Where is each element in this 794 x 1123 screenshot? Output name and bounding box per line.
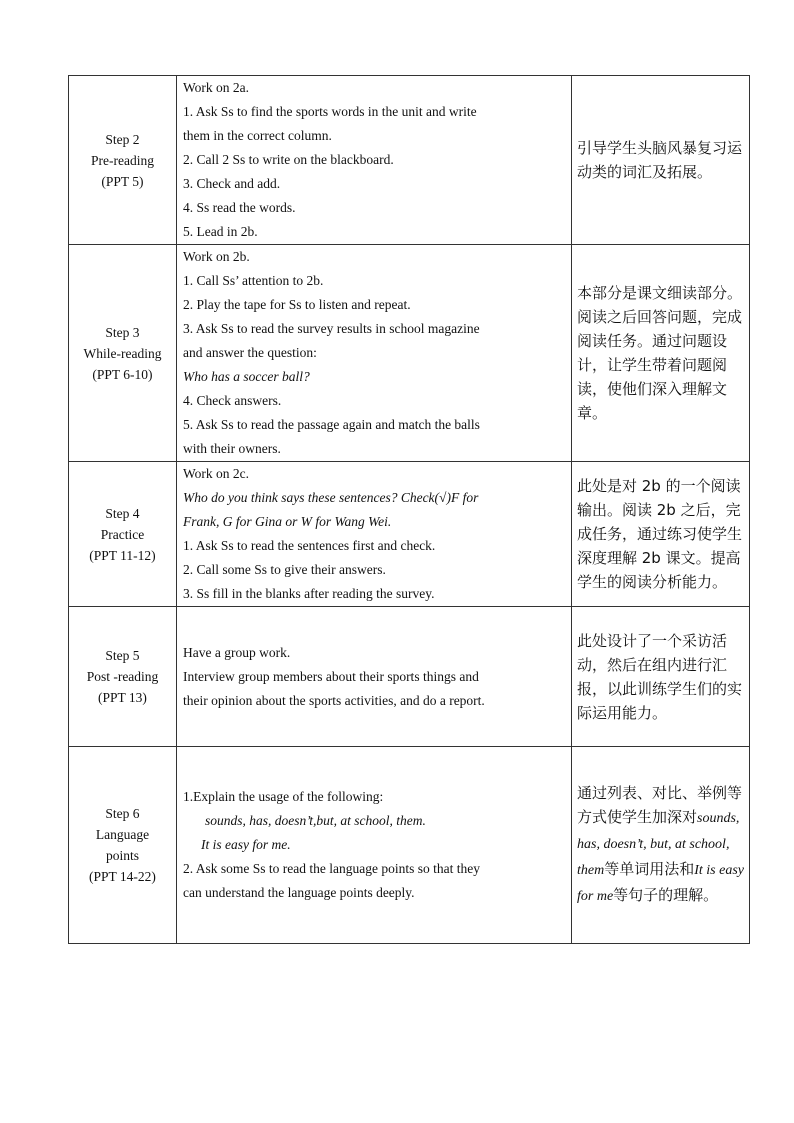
purpose-cell	[572, 747, 750, 944]
step-stage: Post -reading	[86, 669, 159, 684]
activity-line: Interview group members about their sports things and	[183, 668, 479, 684]
step-number: Step 3	[105, 324, 140, 340]
activity-sentence: It is easy for me.	[201, 837, 291, 852]
purpose-cell	[572, 607, 750, 747]
purpose-words: sounds, has, doesn’t, but, at school, them	[577, 811, 740, 878]
activity-line: Work on 2c.	[183, 466, 250, 481]
activity-line: 2. Play the tape for Ss to listen and repeat.	[183, 297, 411, 312]
activity-cell	[177, 245, 572, 462]
activity-line: Have a group work.	[183, 644, 291, 660]
step-ppt: (PPT 13)	[98, 690, 147, 705]
step-stage: Pre-reading	[91, 152, 154, 168]
activity-cell	[177, 76, 572, 245]
step-cell	[69, 607, 177, 747]
activity-line: 3. Ask Ss to read the survey results in school magazine	[183, 321, 480, 336]
activity-line: their opinion about the sports activities, and do a report.	[183, 692, 485, 708]
activity-cell	[177, 607, 572, 747]
step-ppt: (PPT 14-22)	[89, 869, 156, 884]
step-cell	[69, 76, 177, 245]
activity-line: 2. Call 2 Ss to write on the blackboard.	[183, 152, 394, 167]
purpose-text: 本部分是课文细读部分。阅读之后回答问题，完成阅读任务。通过问题设计，让学生带着问题阅读，使他们深入理解文章。	[577, 284, 743, 422]
table-row	[69, 76, 750, 245]
step-cell	[69, 245, 177, 462]
activity-question: Frank, G for Gina or W for Wang Wei.	[183, 514, 392, 529]
step-number: Step 4	[105, 505, 140, 521]
purpose-text	[577, 781, 744, 909]
step-stage: While-reading	[83, 345, 162, 361]
step-cell	[69, 747, 177, 944]
activity-line: 2. Ask some Ss to read the language points so that they	[183, 861, 480, 876]
purpose-part: 等单词用法和	[604, 860, 695, 878]
step-cell	[69, 462, 177, 607]
table-row	[69, 607, 750, 747]
activity-cell	[177, 462, 572, 607]
step-number: Step 2	[105, 131, 140, 147]
activity-line: 1. Ask Ss to find the sports words in the unit and write	[183, 104, 477, 119]
activity-line: 1. Ask Ss to read the sentences first and check.	[183, 538, 436, 553]
purpose-part: 通过列表、对比、举例等方式使学生加深对	[577, 784, 743, 826]
activity-line: 1.Explain the usage of the following:	[183, 789, 384, 804]
purpose-cell	[572, 462, 750, 607]
step-stage: Practice	[100, 526, 145, 542]
activity-question: Who has a soccer ball?	[183, 369, 310, 384]
activity-cell	[177, 747, 572, 944]
activity-line: Work on 2b.	[183, 249, 250, 264]
purpose-part: 等句子的理解。	[613, 886, 719, 904]
activity-line: 4. Check answers.	[183, 393, 282, 408]
lesson-plan-table	[68, 75, 750, 944]
table-row	[69, 245, 750, 462]
activity-line: 3. Ss fill in the blanks after reading the survey.	[183, 586, 435, 601]
activity-line: 4. Ss read the words.	[183, 200, 296, 215]
purpose-sentence: It is easy for me	[577, 863, 744, 904]
step-ppt: (PPT 11-12)	[89, 547, 156, 563]
step-ppt: (PPT 6-10)	[92, 366, 153, 382]
purpose-cell	[572, 245, 750, 462]
activity-line: them in the correct column.	[183, 128, 332, 143]
step-stage: points	[105, 848, 139, 863]
purpose-text: 此处设计了一个采访活动，然后在组内进行汇报，以此训练学生们的实际运用能力。	[577, 631, 743, 722]
step-ppt: (PPT 5)	[101, 173, 144, 189]
purpose-text: 此处是对 2b 的一个阅读输出。阅读 2b 之后，完成任务，通过练习使学生深度理解 2b 课文。提高学生的阅读分析能力。	[577, 477, 743, 591]
activity-words: sounds, has, doesn’t,but, at school, them.	[205, 813, 426, 828]
table-row	[69, 462, 750, 607]
activity-line: 1. Call Ss’ attention to 2b.	[183, 273, 324, 288]
activity-question: Who do you think says these sentences? Check(√)F for	[183, 490, 479, 505]
step-number: Step 5	[105, 648, 140, 663]
purpose-text: 引导学生头脑风暴复习运动类的词汇及拓展。	[577, 139, 743, 181]
step-number: Step 6	[105, 806, 140, 821]
activity-line: Work on 2a.	[183, 80, 250, 95]
table-row	[69, 747, 750, 944]
activity-line: 2. Call some Ss to give their answers.	[183, 562, 386, 577]
activity-line: 3. Check and add.	[183, 176, 281, 191]
activity-line: can understand the language points deeply.	[183, 885, 415, 900]
activity-line: 5. Ask Ss to read the passage again and match the balls	[183, 417, 480, 432]
activity-line: with their owners.	[183, 441, 281, 456]
activity-line: and answer the question:	[183, 345, 317, 360]
step-stage: Language	[95, 827, 150, 842]
purpose-cell	[572, 76, 750, 245]
activity-line: 5. Lead in 2b.	[183, 224, 258, 239]
